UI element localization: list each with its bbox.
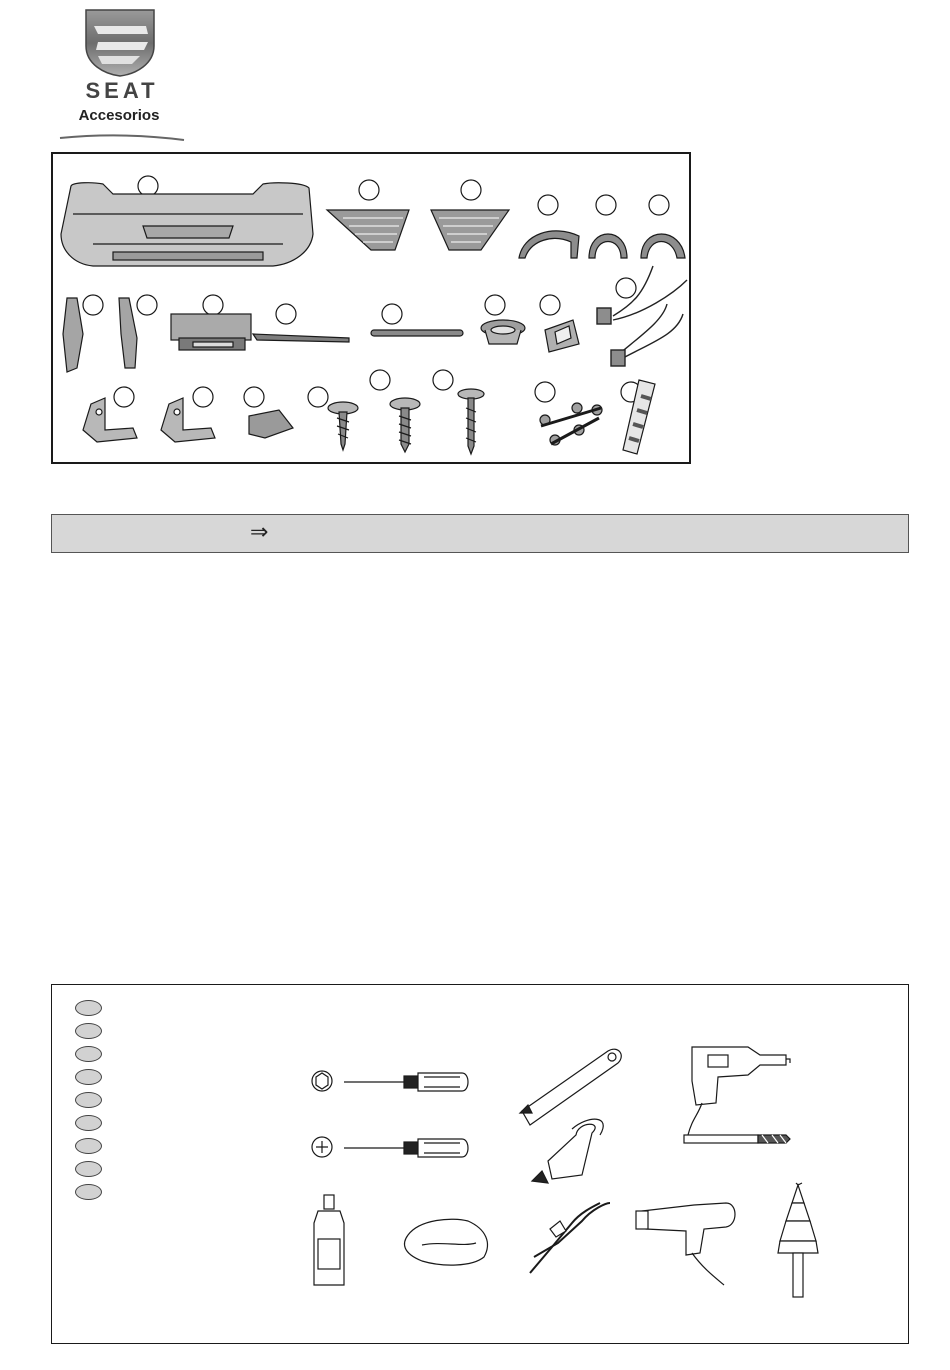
wiring-harness-icon [597, 266, 687, 366]
side-cutters-icon [530, 1203, 610, 1273]
seat-logo [56, 6, 188, 146]
screw-icon [458, 389, 484, 454]
phillips-screwdriver-icon [312, 1137, 468, 1157]
right-grille-insert-icon [431, 210, 509, 250]
cleaner-bottle-icon [314, 1195, 344, 1285]
svg-text:SEAT: SEAT [85, 78, 159, 103]
side-bracket-left-icon [63, 298, 83, 372]
side-bracket-right-icon [119, 298, 137, 368]
left-grille-insert-icon [327, 210, 409, 250]
bracket-icon [589, 234, 627, 258]
drill-bit-icon [684, 1135, 790, 1143]
torx-screwdriver-icon [312, 1071, 468, 1091]
heat-gun-icon [636, 1203, 735, 1285]
step-drill-icon [778, 1183, 818, 1297]
chrome-strip-icon [371, 330, 463, 336]
electric-drill-icon [688, 1047, 790, 1135]
screw-icon [328, 402, 358, 450]
deburring-tool-icon [532, 1119, 603, 1183]
grommet-icon [481, 320, 525, 344]
parts-illustration [53, 154, 689, 462]
rear-bumper-icon [61, 183, 313, 266]
cutter-knife-icon [520, 1049, 621, 1125]
cable-ties-icon [540, 403, 602, 445]
screw-icon [390, 398, 420, 452]
reference-bar [51, 514, 909, 553]
seat-logo-icon [56, 6, 188, 146]
camera-switch-icon [171, 314, 251, 350]
trim-strip-icon [253, 334, 349, 342]
bracket-icon [519, 231, 579, 258]
spring-nut-icon [249, 410, 293, 438]
tools-illustration-box [51, 984, 909, 1344]
parts-illustration-box [51, 152, 691, 464]
cleaning-cloth-icon [405, 1219, 488, 1265]
double-arrow-icon: ⇒ [250, 520, 269, 545]
tools-illustration [52, 985, 908, 1343]
svg-text:Accesorios: Accesorios [78, 107, 160, 124]
bracket-icon [641, 234, 685, 258]
